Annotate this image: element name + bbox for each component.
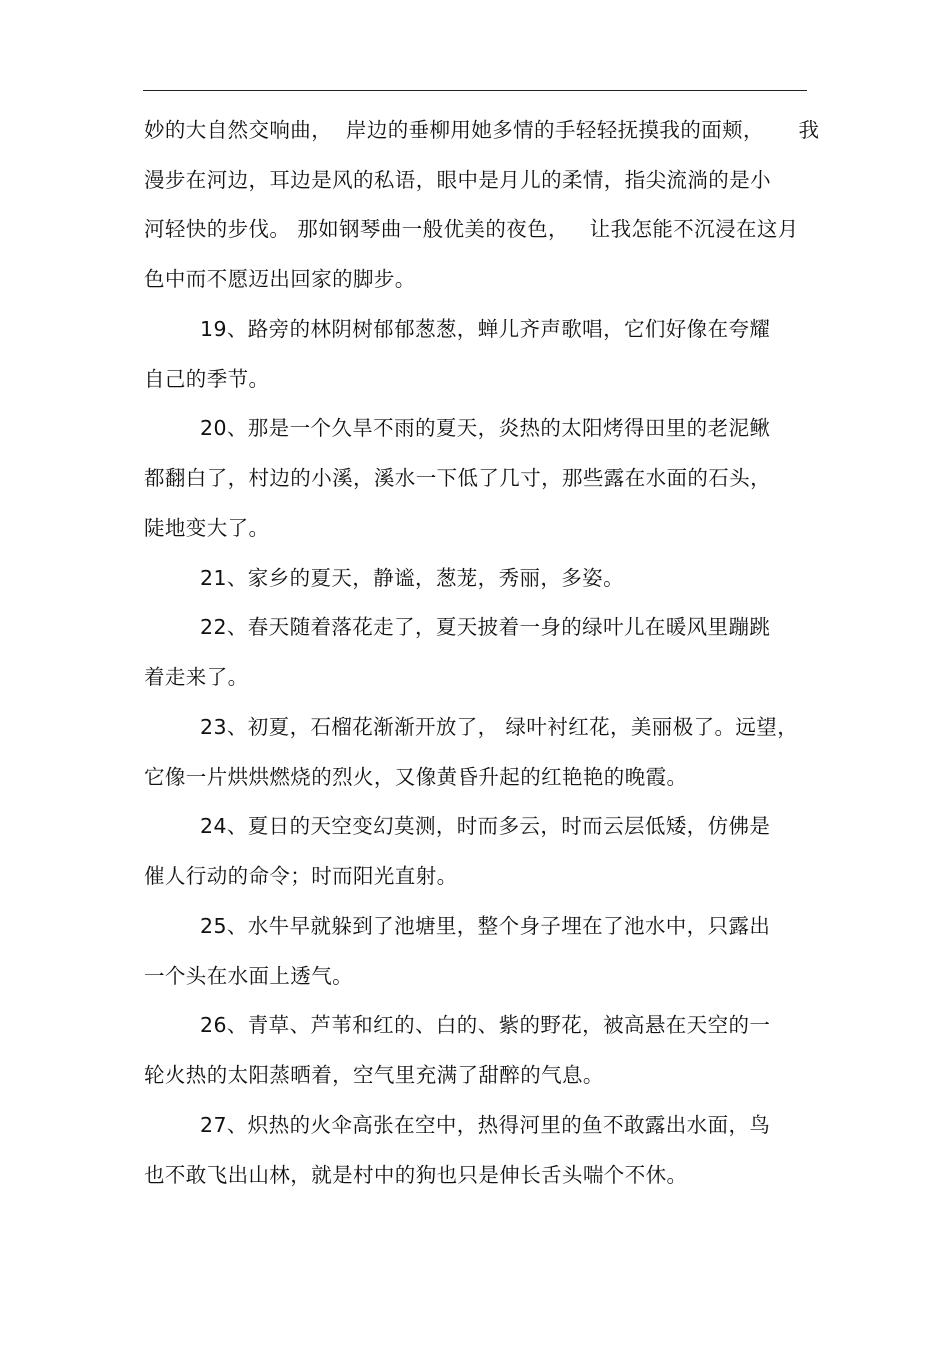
text-line: 漫步在河边，耳边是风的私语，眼中是月儿的柔情，指尖流淌的是小 [144,168,771,192]
text-line: 19、路旁的林阴树郁郁葱葱，蝉儿齐声歌唱，它们好像在夸耀 [200,317,771,341]
text-line: 22、春天随着落花走了，夏天披着一身的绿叶儿在暖风里蹦跳 [200,615,771,639]
text-line: 轮火热的太阳蒸晒着，空气里充满了甜醉的气息。 [144,1063,604,1087]
text-line: 自己的季节。 [144,367,270,391]
text-line: 妙的大自然交响曲， 岸边的垂柳用她多情的手轻轻抚摸我的面颊， 我 [144,118,820,142]
text-line: 它像一片烘烘燃烧的烈火，又像黄昏升起的红艳艳的晚霞。 [144,765,688,789]
text-line: 24、夏日的天空变幻莫测，时而多云，时而云层低矮，仿佛是 [200,814,771,838]
text-line: 23、初夏，石榴花渐渐开放了， 绿叶衬红花，美丽极了。远望， [200,715,799,739]
text-line: 26、青草、芦苇和红的、白的、紫的野花，被高悬在天空的一 [200,1013,771,1037]
text-line: 河轻快的步伐。 那如钢琴曲一般优美的夜色， 让我怎能不沉浸在这月 [144,217,799,241]
text-line: 着走来了。 [144,665,249,689]
text-line: 也不敢飞出山林，就是村中的狗也只是伸长舌头喘个不休。 [144,1163,688,1187]
text-line: 都翻白了，村边的小溪，溪水一下低了几寸，那些露在水面的石头， [144,466,771,490]
text-line: 一个头在水面上透气。 [144,964,353,988]
top-rule [143,90,807,91]
text-line: 27、炽热的火伞高张在空中，热得河里的鱼不敢露出水面，鸟 [200,1113,771,1137]
text-line: 陡地变大了。 [144,516,270,540]
text-line: 20、那是一个久旱不雨的夏天，炎热的太阳烤得田里的老泥鳅 [200,416,771,440]
text-line: 25、水牛早就躲到了池塘里，整个身子埋在了池水中，只露出 [200,914,771,938]
text-line: 21、家乡的夏天，静谧，葱茏，秀丽，多姿。 [200,566,624,590]
text-line: 色中而不愿迈出回家的脚步。 [144,267,416,291]
text-line: 催人行动的命令；时而阳光直射。 [144,864,458,888]
